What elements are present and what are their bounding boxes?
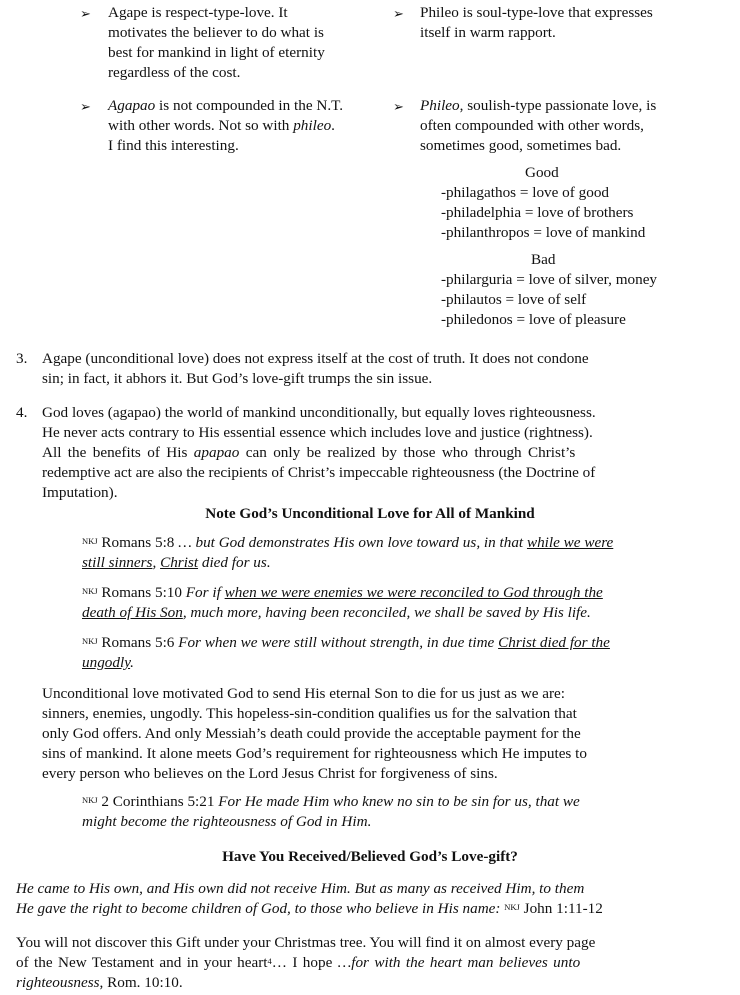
verse-2-corinthians-5-21: $^{NKJ}$ 2 Corinthians 5:21 For He made Him who knew no sin to be sin for us, that we might become the righteousness of God in Him.: [82, 793, 580, 830]
bullet-arrow-icon: ➢: [393, 99, 404, 114]
good-label: Good: [525, 164, 559, 181]
section-heading: Note God’s Unconditional Love for All of Mankind: [205, 505, 535, 522]
agapao-note: Agapao is not compounded in the N.T. with other words. Not so with phileo. I find this interesting.: [108, 97, 344, 154]
verse-romans-5-10: $^{NKJ}$ Romans 5:10 For if when we were enemies we were reconciled to God through the death of His Son, much more, having been reconciled, we shall be saved by His life.: [82, 584, 603, 621]
closing-paragraph: You will not discover this Gift under your Christmas tree. You will find it on almost every page of the New Testament and in your heart$^4$… I hope …for with the heart man believes unto righteousness, Rom. 10:10.: [16, 934, 596, 991]
verse-romans-5-6: $^{NKJ}$ Romans 5:6 For when we were still without strength, in due time Christ died for the ungodly.: [82, 634, 610, 671]
agape-definition: Agape is respect-type-love. It motivates the believer to do what is best for mankind in light of eternity regardless of the cost.: [108, 4, 325, 81]
point-3-text: Agape (unconditional love) does not express itself at the cost of truth. It does not condone sin; in fact, it abhors it. But God’s love-gift trumps the sin issue.: [42, 350, 589, 387]
verse-john-1-11-12: He came to His own, and His own did not receive Him. But as many as received Him, to them He gave the right to become children of God, to those who believe in His name: $^{NKJ}$ John 1:11-12: [16, 880, 603, 917]
list-item: -philagathos = love of good: [441, 184, 610, 201]
footnote-marker: 4: [267, 956, 272, 966]
list-item: -philadelphia = love of brothers: [441, 204, 634, 221]
good-compound-list: [441, 183, 645, 243]
bad-label: Bad: [531, 251, 556, 268]
bad-compound-list: [441, 270, 657, 330]
list-item: -philarguria = love of silver, money: [441, 271, 658, 288]
bullet-arrow-icon: ➢: [80, 6, 91, 21]
list-item: -philedonos = love of pleasure: [441, 311, 626, 328]
verse-romans-5-8: $^{NKJ}$ Romans 5:8 … but God demonstrates His own love toward us, in that while we were still sinners, Christ died for us.: [82, 534, 614, 571]
bullet-arrow-icon: ➢: [393, 6, 404, 21]
unconditional-love-paragraph: Unconditional love motivated God to send His eternal Son to die for us just as we are: sinners, enemies, ungodly. This hopeless-sin-condition qualifies us for the salvation that only God offers. And only Messiah’s death could provide the acceptable payment for the sins of mankind. It alone meets God’s requirement for righteousness which He imputes to every person who believes on the Lord Jesus Christ for forgiveness of sins.: [42, 685, 587, 782]
list-item: -philanthropos = love of mankind: [441, 224, 646, 241]
bullet-arrow-icon: ➢: [80, 99, 91, 114]
point-4-text: God loves (agapao) the world of mankind unconditionally, but equally loves righteousness. He never acts contrary to His essential essence which includes love and justice (rightness). All the benefits of His apapao can only be realized by those who through Christ’s redemptive act are also the recipients of Christ’s impeccable righteousness (the Doctrine of Imputation).: [42, 404, 596, 501]
list-item: -philautos = love of self: [441, 291, 587, 308]
phileo-note: Phileo, soulish-type passionate love, is often compounded with other words, sometimes good, sometimes bad.: [420, 97, 657, 154]
section-heading: Have You Received/Believed God’s Love-gift?: [222, 848, 518, 865]
point-number: 3.: [16, 350, 28, 367]
phileo-definition: Phileo is soul-type-love that expresses itself in warm rapport.: [420, 4, 653, 41]
point-number: 4.: [16, 404, 28, 421]
